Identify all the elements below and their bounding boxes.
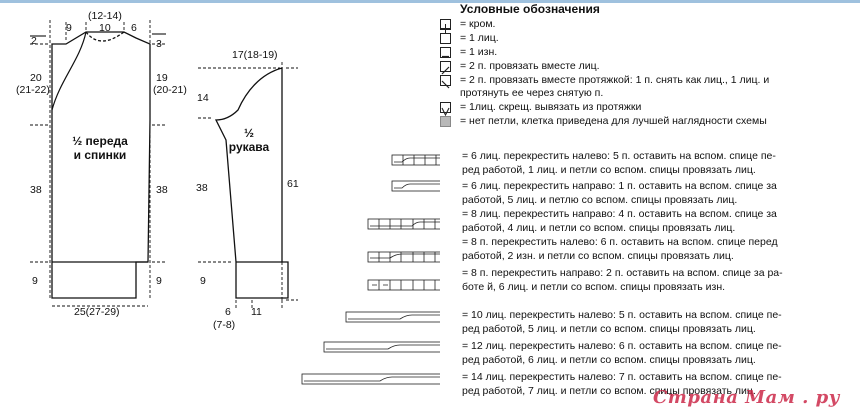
edge-stitch-icon [440,19,451,30]
cable-desc-line: = 6 лиц. перекрестить направо: 1 п. оставить на вспом. спице за [462,180,777,192]
front-left-rib: 9 [32,275,38,287]
cable-desc-10-left [462,309,847,336]
sleeve-bottom-left: 6 [225,306,231,318]
front-left-armhole: 20 [30,72,42,84]
sleeve-bottom-left-alt: (7-8) [213,319,236,331]
front-left-armhole-alt: (21-22) [16,84,50,96]
cable-desc-line: = 14 лиц. перекрестить налево: 7 п. оставить на вспом. спице пе- [462,371,782,383]
front-right-body: 38 [156,184,168,196]
legend-item-text: = 2 п. провязать вместе лиц. [460,60,600,72]
sleeve-outline [216,68,288,298]
sleeve-title-line1: ½ [243,126,254,140]
cable-desc-line: работой, 2 изн. и петли со вспом. спицы провязать лиц. [462,249,734,262]
cable-desc-6-right [462,180,847,207]
front-bottom-width: 25(27-29) [74,306,120,318]
cable-6-left-icon [392,155,440,165]
cable-14-left-icon [302,374,440,384]
cable-8-right-purl-icon [368,280,440,290]
cable-desc-8-right-purl [462,267,847,294]
cable-desc-8-right [462,208,847,235]
sleeve-cap-height: 14 [197,92,209,104]
front-right-armhole-alt: (20-21) [153,84,187,96]
legend-item-text: = кром. [460,18,496,30]
front-top-mid-width: 10 [99,22,111,34]
cable-desc-line: ред работой, 5 лиц. и петли со вспом. спицы провязать лиц. [462,322,756,335]
front-outline [52,32,150,298]
cable-desc-line: = 8 п. перекрестить налево: 6 п. оставить на вспом. спице перед [462,236,778,248]
cable-desc-line: = 10 лиц. перекрестить налево: 5 п. оставить на вспом. спице пе- [462,309,782,321]
front-left-small: 2 [31,35,37,47]
k2tog-icon [440,61,451,72]
cable-desc-line: работой, 4 лиц. и петли со вспом. спицы провязать лиц. [462,221,736,234]
cable-desc-line: = 8 лиц. перекрестить направо: 4 п. оставить на вспом. спице за [462,208,777,220]
front-right-small: 3 [156,38,162,50]
sleeve-top-width: 17(18-19) [232,49,278,61]
cable-symbols [300,0,440,410]
site-watermark: Страна Мам . ру [652,387,840,408]
cable-8-left-icon [368,252,440,262]
sleeve-rib-height: 9 [200,275,206,287]
cable-desc-line: ред работой, 6 лиц. и петли со вспом. спицы провязать лиц. [462,353,756,366]
front-right-armhole: 19 [156,72,168,84]
sleeve-body-height: 38 [196,182,208,194]
cable-10-left-icon [346,312,440,322]
ssk-icon [440,75,451,86]
cable-desc-line: = 8 п. перекрестить направо: 2 п. оставить на вспом. спице за ра- [462,267,783,279]
sleeve-total-height: 61 [287,178,299,190]
cable-desc-line: работой, 5 лиц. и петлю со вспом. спицы провязать лиц. [462,193,738,206]
cable-desc-line: ред работой, 7 лиц. и петли со вспом. спицы провязать лиц. [462,384,756,397]
front-title [62,134,138,162]
purl-stitch-icon [440,47,451,58]
front-top-label: (12-14) [88,10,122,22]
sleeve-title [224,126,274,154]
legend-item-text: = 1 лиц. [460,32,499,44]
front-top-left-width: 9 [66,22,72,34]
cable-8-right-icon [368,219,440,229]
sleeve-title-line2: рукава [228,140,270,154]
front-top-right-width: 6 [131,22,137,34]
legend-item-text: = 1лиц. скрещ. вывязать из протяжки [460,101,642,113]
legend-item-text: = нет петли, клетка приведена для лучшей наглядности схемы [460,115,767,127]
front-left-body: 38 [30,184,42,196]
legend-title: Условные обозначения [460,2,600,16]
legend-item-text: протянуть ее через снятую п. [460,87,604,99]
cable-desc-line: боте й, 6 лиц. и петли со вспом. спицы провязать изн. [462,280,726,293]
sleeve-bottom-right: 11 [251,306,262,318]
cable-desc-6-left [462,150,847,177]
cable-6-right-icon [392,181,440,191]
legend-item-text: = 2 п. провязать вместе протяжкой: 1 п. снять как лиц., 1 лиц. и [460,74,770,86]
front-title-line1: ½ переда [72,134,128,148]
knit-stitch-icon [440,33,451,44]
legend-item-text: = 1 изн. [460,46,498,58]
front-title-line2: и спинки [73,148,127,162]
cable-desc-12-left [462,340,847,367]
twisted-knit-icon [440,102,451,113]
cable-desc-line: = 12 лиц. перекрестить налево: 6 п. оставить на вспом. спице пе- [462,340,782,352]
front-right-rib: 9 [156,275,162,287]
cable-desc-8-left [462,236,847,263]
cable-desc-line: ред работой, 1 лиц. и петли со вспом. спицы провязать лиц. [462,163,756,176]
no-stitch-icon [440,116,451,127]
cable-desc-line: = 6 лиц. перекрестить налево: 5 п. оставить на вспом. спице пе- [462,150,776,162]
cable-12-left-icon [324,342,440,352]
